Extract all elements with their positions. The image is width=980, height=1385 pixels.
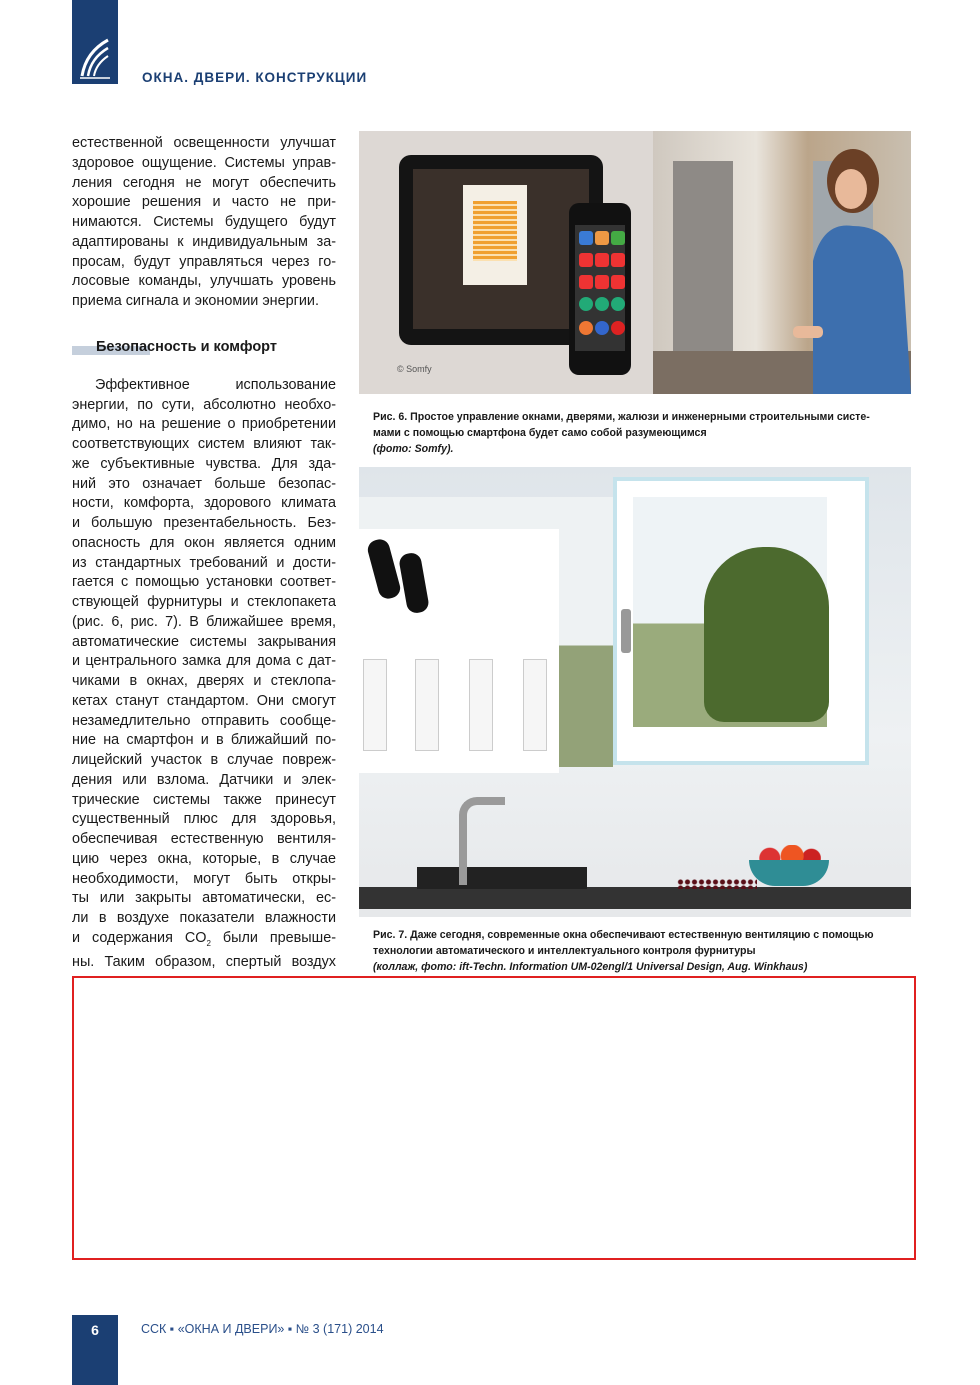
paragraph-2 — [72, 376, 336, 929]
text-line: и большую презентабельность. Без- — [72, 515, 336, 531]
remote-sensor-inset — [359, 529, 559, 773]
text-line: дения или взлома. Датчики и элек- — [72, 771, 336, 788]
text-line: же субъективные чувства. Для зда- — [72, 455, 336, 472]
kitchen-counter — [359, 887, 911, 909]
text-line: ли в воздухе показатели влажности — [72, 910, 336, 926]
text-line: ствующей фурнитуры и стеклопакета — [72, 594, 336, 610]
paragraph-1 — [72, 134, 336, 312]
window-handle — [621, 609, 631, 653]
text-line: обеспечивая естественную вентиля- — [72, 831, 336, 847]
highlight-box — [72, 976, 916, 1260]
caption-line: Рис. 7. Даже сегодня, современные окна обеспечивают естественную вентиляцию с помощью — [373, 929, 874, 941]
text-line: адаптированы к индивидуальным за- — [72, 233, 336, 250]
text-line: лицейский участок в случае повреж- — [72, 752, 336, 768]
text-line: ления сегодня не могут обеспечить — [72, 174, 336, 191]
text: были превыше- — [210, 929, 336, 946]
photo-credit: © Somfy — [397, 364, 432, 374]
text: и содержания CO — [72, 929, 207, 946]
woman-with-phone-photo — [653, 131, 911, 394]
text-line: приема сигнала и экономии энергии. — [72, 293, 319, 309]
text-line: ний это означает больше безопас- — [72, 475, 336, 492]
text-line: ны. Таким образом, спертый воздух — [72, 954, 336, 971]
text-line: и центрального замка для дома с дат- — [72, 653, 336, 670]
text-line: автоматические системы закрывания — [72, 633, 336, 650]
text-line: ности, комфорта, здорового климата — [72, 495, 336, 512]
text-line-co2 — [72, 929, 336, 954]
text-line: Эффективное использование — [95, 376, 336, 393]
text-line: димо, но на решение о приобретении — [72, 416, 336, 433]
fruit-bowl — [749, 860, 829, 886]
text-line: цию через окна, которые, в случае — [72, 850, 336, 867]
text-line: чиками в окнах, дверях и стеклопа- — [72, 673, 336, 689]
text-line: из стандартных требований и дости- — [72, 554, 336, 571]
text-line: ты или закрыты автоматически, ес- — [72, 890, 336, 907]
caption-line: технологии автоматического и интеллектуального контроля фурнитуры — [373, 945, 756, 957]
caption-source: (коллаж, фото: ift-Techn. Information UM-02engl/1 Universal Design, Aug. Winkhaus) — [373, 961, 808, 973]
footer-publication: ССК ▪ «ОКНА И ДВЕРИ» ▪ № 3 (171) 2014 — [141, 1322, 384, 1336]
woman-figure — [793, 131, 911, 394]
phone-image — [569, 203, 631, 375]
logo-tab — [72, 0, 118, 84]
text-line: трические системы также принесут — [72, 791, 336, 808]
text-line: естественной освещенности улучшат — [72, 135, 336, 151]
caption-line: мами с помощью смартфона будет само собой разумеющимся — [373, 427, 707, 439]
tree-image — [704, 547, 829, 722]
text-line: нимаются. Системы будущего будут — [72, 214, 336, 230]
text-line: необходимости, могут быть откры- — [72, 870, 336, 887]
text-line: просам, будут управляться через го- — [72, 253, 336, 270]
faucet — [459, 797, 505, 885]
figure-6-photo — [359, 131, 911, 394]
article-column — [72, 134, 336, 975]
logo-icon — [78, 36, 112, 80]
figure-7-caption — [373, 927, 909, 975]
page-number: 6 — [91, 1322, 99, 1338]
figure-7-collage — [359, 467, 911, 917]
text-line: опасность для окон является одним — [72, 534, 336, 551]
figure-6-caption — [373, 409, 909, 457]
caption-source: (фото: Somfy). — [373, 443, 454, 455]
subheading-text: Безопасность и комфорт — [96, 338, 277, 355]
text-line: ние на смартфон и в ближайший по- — [72, 732, 336, 749]
text-line: кетах станут стандартом. Они смогут — [72, 692, 336, 709]
text-line: (рис. 6, рис. 7). В ближайшее время, — [72, 613, 336, 630]
text-line: существенный плюс для здоровья, — [72, 811, 336, 828]
cherries — [677, 879, 757, 889]
text-line: гается с помощью установки соответ- — [72, 574, 336, 591]
page-number-tab — [72, 1315, 118, 1385]
text-line: соответствующих систем влияют так- — [72, 436, 336, 452]
text-line: энергии, по сути, абсолютно необхо- — [72, 396, 336, 413]
subscript: 2 — [206, 938, 211, 948]
tablet-phone-photo — [359, 131, 653, 394]
subheading — [72, 338, 336, 358]
text-line: хорошие решения и часто не при- — [72, 194, 336, 211]
text-line: здоровое ощущение. Системы управ- — [72, 154, 336, 171]
text-line: незамедлительно отправить сообще- — [72, 712, 336, 729]
caption-line: Рис. 6. Простое управление окнами, дверями, жалюзи и инженерными строительными систе- — [373, 411, 870, 423]
section-title: ОКНА. ДВЕРИ. КОНСТРУКЦИИ — [142, 70, 368, 85]
text-line: лосовые команды, улучшать уровень — [72, 273, 336, 290]
